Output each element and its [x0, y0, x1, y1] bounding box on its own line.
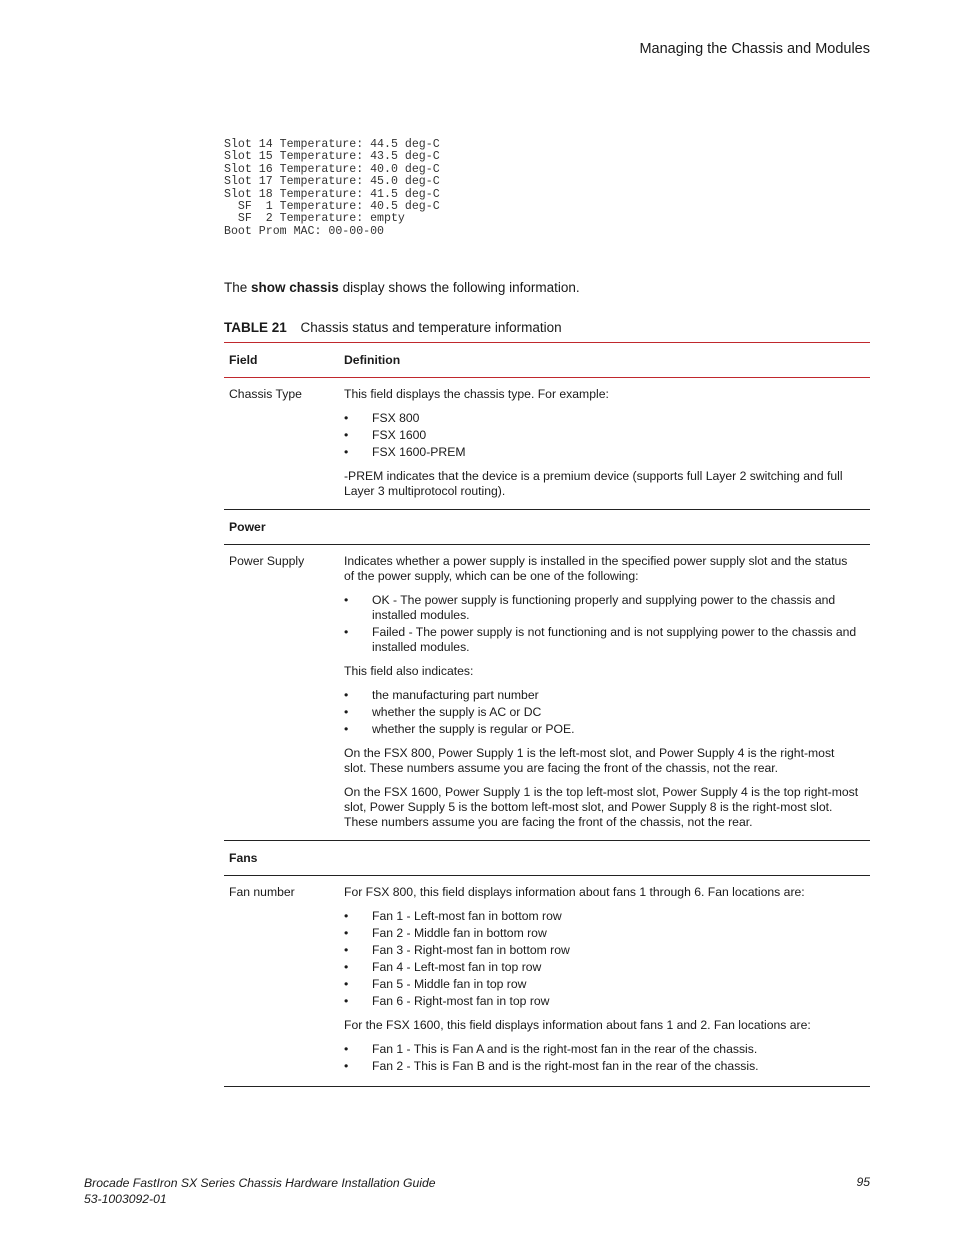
list-item: • Fan 5 - Middle fan in top row [344, 977, 860, 992]
bullet-list [344, 593, 860, 655]
list-item: • FSX 1600-PREM [344, 445, 860, 460]
column-header-field: Field [229, 352, 258, 367]
table-title: Chassis status and temperature information [300, 320, 562, 335]
field-name: Fan number [229, 885, 295, 899]
list-item: • whether the supply is AC or DC [344, 705, 860, 720]
list-item: • Fan 6 - Right-most fan in top row [344, 994, 860, 1009]
footer-doc-number: 53-1003092-01 [84, 1192, 167, 1206]
field-name: Chassis Type [229, 387, 302, 401]
bullet-list [344, 411, 860, 460]
section-row-fans: Fans [224, 841, 870, 876]
list-item: • Fan 1 - This is Fan A and is the right-most fan in the rear of the chassis. [344, 1042, 860, 1057]
code-line: SF 1 Temperature: 40.5 deg-C [224, 200, 440, 214]
code-line: Slot 18 Temperature: 41.5 deg-C [224, 187, 440, 201]
list-item: • Failed - The power supply is not functioning and is not supplying power to the chassis and installed modules. [344, 625, 860, 655]
field-name: Power Supply [229, 554, 305, 568]
field-definition: This field displays the chassis type. For example: • FSX 800 • FSX 1600 • FSX 1600-PREM -PREM indicates that the device is a premium device (supports full Layer 2 switching and full Layer 3 multiprotocol routing). [344, 378, 870, 509]
list-item: • whether the supply is regular or POE. [344, 722, 860, 737]
code-line: Slot 17 Temperature: 45.0 deg-C [224, 175, 440, 189]
list-item: • Fan 4 - Left-most fan in top row [344, 960, 860, 975]
running-header: Managing the Chassis and Modules [639, 41, 870, 57]
cli-output-block [224, 139, 440, 238]
table-row [224, 545, 870, 841]
list-item: • Fan 1 - Left-most fan in bottom row [344, 909, 860, 924]
field-definition: Indicates whether a power supply is installed in the specified power supply slot and the status of the power supply, which can be one of the following: • OK - The power supply is functioning properly and supplying power to the chassis and installed modules. • Failed - The power supply is not functioning and is not supplying power to the chassis and installed modules. This field also indicates: • the manufacturing part number • whether the supply is AC or DC • whether the supply is regular or POE. On the FSX 800, Power Supply 1 is the left-most slot, and Power Supply 4 is the right-most slot. These numbers assume you are facing the front of the chassis, not the rear. On the FSX 1600, Power Supply 1 is the top left-most slot, Power Supply 4 is the top right-most slot, Power Supply 5 is the bottom left-most slot, and Power Supply 8 is the right-most slot. These numbers assume you are facing the front of the chassis, not the rear. [344, 545, 870, 840]
field-definition: For FSX 800, this field displays information about fans 1 through 6. Fan locations are: • Fan 1 - Left-most fan in bottom row • Fan 2 - Middle fan in bottom row • Fan 3 - Right-most fan in bottom row • Fan 4 - Left-most fan in top row • Fan 5 - Middle fan in top row • Fan 6 - Right-most fan in top row For the FSX 1600, this field displays information about fans 1 and 2. Fan locations are: • Fan 1 - This is Fan A and is the right-most fan in the rear of the chassis. • Fan 2 - This is Fan B and is the right-most fan in the rear of the chassis. [344, 876, 870, 1086]
footer-doc-info [84, 1175, 436, 1207]
column-header-definition: Definition [344, 352, 401, 367]
code-line: Slot 16 Temperature: 40.0 deg-C [224, 162, 440, 176]
section-row-power: Power [224, 510, 870, 545]
bullet-list [344, 688, 860, 737]
table-row [224, 378, 870, 510]
page-number: 95 [856, 1175, 870, 1189]
list-item: • Fan 3 - Right-most fan in bottom row [344, 943, 860, 958]
intro-paragraph: The show chassis display shows the following information. [224, 280, 580, 295]
definition-table [224, 342, 870, 1087]
list-item: • the manufacturing part number [344, 688, 860, 703]
list-item: • FSX 1600 [344, 428, 860, 443]
bullet-list [344, 1042, 860, 1074]
bullet-list [344, 909, 860, 1009]
code-line: Slot 14 Temperature: 44.5 deg-C [224, 138, 440, 151]
command-name: show chassis [251, 280, 339, 295]
list-item: • FSX 800 [344, 411, 860, 426]
code-line: Slot 15 Temperature: 43.5 deg-C [224, 150, 440, 164]
footer-title: Brocade FastIron SX Series Chassis Hardware Installation Guide [84, 1176, 436, 1190]
list-item: • OK - The power supply is functioning properly and supplying power to the chassis and installed modules. [344, 593, 860, 623]
code-line: Boot Prom MAC: 00-00-00 [224, 224, 385, 238]
list-item: • Fan 2 - This is Fan B and is the right-most fan in the rear of the chassis. [344, 1059, 860, 1074]
table-number: TABLE 21 [224, 320, 287, 335]
table-header-row [224, 342, 870, 378]
code-line: SF 2 Temperature: empty [224, 212, 405, 226]
table-caption [224, 320, 562, 335]
table-row [224, 876, 870, 1087]
list-item: • Fan 2 - Middle fan in bottom row [344, 926, 860, 941]
